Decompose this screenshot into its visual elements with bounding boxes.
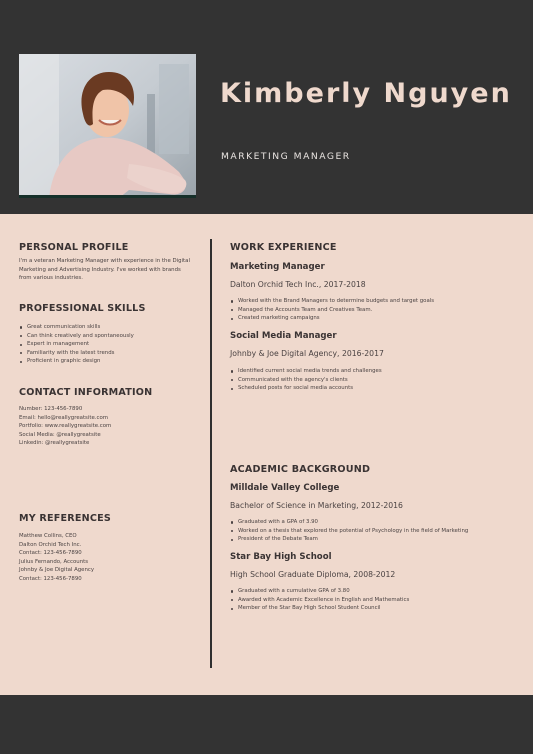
skill-item: Can think creatively and spontaneously (19, 332, 134, 341)
job-duty: Worked with the Brand Managers to determine budgets and target goals (230, 297, 434, 306)
profile-line: Marketing and Advertising Industry. I've worked with brands (19, 266, 181, 273)
skill-item: Great communication skills (19, 323, 134, 332)
skill-item: Proficient in graphic design (19, 357, 134, 366)
job-company: Dalton Orchid Tech Inc., 2017-2018 (230, 280, 366, 289)
reference-line: Julius Fernando, Accounts (19, 558, 89, 565)
profile-line: I'm a veteran Marketing Manager with experience in the Digital (19, 258, 190, 264)
skills-list (19, 323, 134, 366)
reference-line: Johnby & Joe Digital Agency (19, 567, 95, 574)
contact-details (19, 405, 111, 448)
work-experience-heading: WORK EXPERIENCE (230, 242, 337, 253)
contact-email: Email: hello@reallygreatsite.com (19, 414, 109, 421)
profile-photo (19, 54, 196, 198)
header-band (0, 0, 533, 214)
contact-information-heading: CONTACT INFORMATION (19, 387, 153, 398)
job-duty: Identified current social media trends and challenges (230, 367, 382, 376)
reference-line: Contact: 123-456-7890 (19, 575, 82, 582)
school-degree: Bachelor of Science in Marketing, 2012-2016 (230, 501, 403, 510)
school-achievement: Graduated with a GPA of 3.90 (230, 518, 468, 527)
job-role: Marketing Manager (230, 262, 325, 272)
school-achievement: Awarded with Academic Excellence in English and Mathematics (230, 596, 409, 605)
skill-item: Expert in management (19, 340, 134, 349)
profile-line: from various industries. (19, 275, 83, 282)
school-achievement: President of the Debate Team (230, 535, 468, 544)
contact-number: Number: 123-456-7890 (19, 406, 83, 412)
school-name: Star Bay High School (230, 552, 332, 562)
skill-item: Familiarity with the latest trends (19, 349, 134, 358)
school-name: Milldale Valley College (230, 483, 340, 493)
job-duty: Managed the Accounts Team and Creatives Team. (230, 306, 434, 315)
academic-background-heading: ACADEMIC BACKGROUND (230, 464, 371, 475)
references-heading: MY REFERENCES (19, 513, 111, 524)
reference-line: Contact: 123-456-7890 (19, 550, 82, 557)
professional-skills-heading: PROFESSIONAL SKILLS (19, 303, 146, 314)
column-divider (210, 239, 212, 668)
references-details (19, 532, 94, 584)
school-achievements (230, 587, 409, 613)
contact-portfolio: Portfolio: www.reallygreatsite.com (19, 423, 112, 430)
job-duty: Created marketing campaigns (230, 314, 434, 323)
reference-line: Dalton Orchid Tech Inc. (19, 541, 82, 548)
job-duties (230, 367, 382, 393)
personal-profile-text (19, 257, 190, 283)
candidate-name: Kimberly Nguyen (220, 78, 512, 109)
contact-linkedin: Linkedin: @reallygreatsite (19, 440, 90, 447)
personal-profile-heading: PERSONAL PROFILE (19, 242, 129, 253)
school-achievement: Graduated with a cumulative GPA of 3.80 (230, 587, 409, 596)
school-achievement: Member of the Star Bay High School Student Council (230, 604, 409, 613)
contact-social: Social Media: @reallygreatsite (19, 431, 101, 438)
job-duty: Scheduled posts for social media accounts (230, 384, 382, 393)
job-duty: Communicated with the agency's clients (230, 376, 382, 385)
job-role: Social Media Manager (230, 331, 337, 341)
school-achievements (230, 518, 468, 544)
school-achievement: Worked on a thesis that explored the potential of Psychology in the field of Marketing (230, 527, 468, 536)
job-title: MARKETING MANAGER (221, 151, 351, 162)
job-duties (230, 297, 434, 323)
reference-line: Matthew Collins, CEO (19, 533, 77, 539)
job-company: Johnby & Joe Digital Agency, 2016-2017 (230, 349, 384, 358)
footer-band (0, 695, 533, 754)
school-degree: High School Graduate Diploma, 2008-2012 (230, 570, 396, 579)
